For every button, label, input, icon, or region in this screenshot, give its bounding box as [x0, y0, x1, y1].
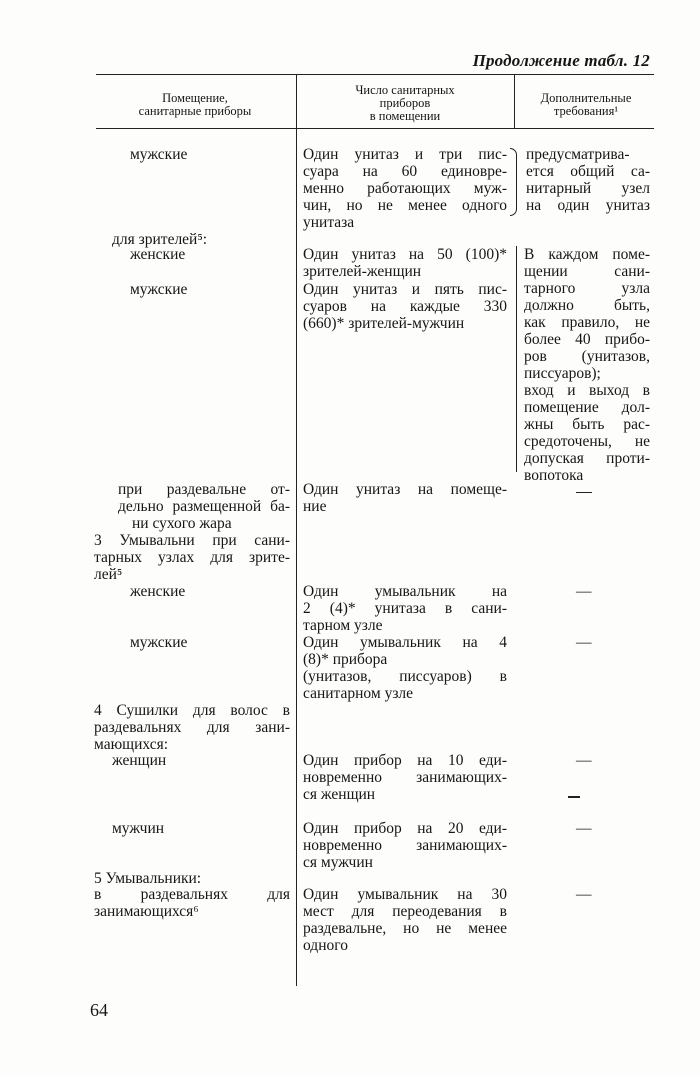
cell-line: занимающихся⁶ — [94, 903, 199, 920]
row2-heading: для зрителей⁵: — [112, 231, 208, 248]
cell-line: мающихся: — [94, 736, 169, 753]
column-divider-2-header — [514, 74, 515, 128]
cell-line: ся женщин — [303, 786, 376, 803]
cell-line: предусматрива- — [526, 146, 630, 163]
cell-line: ров (унитазов, — [524, 348, 650, 365]
row4-dash-men: — — [576, 634, 592, 651]
row1-count — [303, 146, 507, 231]
table-caption: Продолжение табл. 12 — [472, 51, 650, 70]
cell-line: санитарном узле — [303, 685, 414, 702]
cell-line: тарных узлах для зрите- — [94, 549, 290, 566]
cell-line: нитарный узел — [526, 180, 650, 197]
row6-room — [94, 886, 290, 920]
header-col3 — [518, 92, 654, 118]
cell-line: раздевальне, но не менее — [303, 920, 507, 937]
cell-line: помещение дол- — [524, 399, 650, 416]
cell-line: мест для переодевания в — [303, 903, 507, 920]
header-col2 — [300, 84, 510, 123]
header-col3-line: требования¹ — [553, 104, 619, 118]
row5-heading — [94, 702, 290, 753]
cell-line: новременно занимающих- — [303, 769, 507, 786]
row2-room-men — [130, 281, 187, 298]
cell-line: унитаза — [303, 214, 355, 231]
cell-line: ни сухого жара — [132, 515, 232, 532]
cell-line: 4 Сушилки для волос в — [94, 702, 290, 719]
cell-line: при раздевальне от- — [118, 481, 290, 498]
header-col3-line: Дополнительные — [540, 91, 632, 105]
cell-line: в раздевальнях для — [94, 886, 290, 903]
header-bottom-rule — [96, 128, 654, 129]
row6-count — [303, 886, 507, 954]
row4-count-men — [303, 634, 507, 702]
header-col2-line: в помещении — [369, 109, 441, 123]
cell-line: раздевальнях для зани- — [94, 719, 290, 736]
header-col2-line: Число санитарных — [355, 83, 455, 97]
row2-count-women — [303, 246, 507, 280]
cell-line: Один унитаз и три пис- — [303, 146, 507, 163]
row2-requirements — [524, 246, 650, 484]
row4-count-women — [303, 583, 507, 634]
page-number: 64 — [90, 1000, 108, 1020]
cell-line: В каждом поме- — [524, 246, 650, 263]
cell-line: ется общий са- — [526, 163, 650, 180]
row4-heading — [94, 532, 290, 583]
cell-line: женские — [130, 583, 186, 600]
cell-line: жны быть рас- — [524, 416, 650, 433]
cell-line: мужчин — [112, 820, 165, 837]
cell-line: суаров на каждые 330 — [303, 298, 507, 315]
cell-line: щении сани- — [524, 263, 650, 280]
row5-count-men — [303, 820, 507, 871]
row6-heading: 5 Умывальники: — [94, 870, 202, 887]
header-col1-line: санитарные приборы — [138, 104, 252, 118]
column-divider-1 — [296, 74, 297, 986]
row1-requirements — [526, 146, 650, 214]
cell-line: женские — [130, 246, 186, 263]
cell-line: (8)* прибора — [303, 651, 388, 668]
cell-line: Один прибор на 20 еди- — [303, 820, 507, 837]
row6-dash: — — [576, 886, 592, 903]
cell-line: Один умывальник на — [303, 583, 507, 600]
cell-line: средоточены, не — [524, 433, 650, 450]
cell-line: одного — [303, 937, 348, 954]
cell-line: вход и выход в — [524, 382, 650, 399]
cell-line: 2 (4)* унитаза в сани- — [303, 600, 507, 617]
cell-line: должно быть, — [524, 297, 650, 314]
header-col1 — [100, 92, 290, 118]
row1-brace — [510, 148, 517, 216]
row4-dash-women: — — [576, 583, 592, 600]
cell-line: мужские — [130, 146, 188, 163]
cell-line: вопотока — [524, 467, 584, 484]
header-col2-line: приборов — [379, 96, 431, 110]
cell-line: допуская проти- — [524, 450, 650, 467]
row3-dash — [576, 492, 592, 493]
row5-room-men — [112, 820, 164, 837]
table-top-rule — [96, 74, 654, 75]
cell-line: более 40 прибо- — [524, 331, 650, 348]
cell-line: менно работающих муж- — [303, 180, 507, 197]
cell-line: как правило, не — [524, 314, 650, 331]
cell-line: женщин — [112, 752, 167, 769]
cell-line: новременно занимающих- — [303, 837, 507, 854]
header-col1-line: Помещение, — [162, 91, 228, 105]
cell-line: ся мужчин — [303, 854, 373, 871]
cell-line: Один умывальник на 30 — [303, 886, 507, 903]
row2-room-women — [130, 246, 185, 263]
row5-room-women — [112, 752, 166, 769]
row5-count-women — [303, 752, 507, 803]
row3-count — [303, 481, 507, 515]
cell-line: писсуаров); — [524, 365, 601, 382]
cell-line: зрителей-женщин — [303, 263, 422, 280]
cell-line: на один унитаз — [526, 197, 650, 214]
row4-room-women — [130, 583, 185, 600]
row5-dash-women: — — [576, 752, 592, 769]
cell-line: суара на 60 единовре- — [303, 163, 507, 180]
row1-room — [130, 146, 187, 163]
cell-line: (660)* зрителей-мужчин — [303, 315, 465, 332]
cell-line: Один унитаз на помеще- — [303, 481, 507, 498]
cell-line: тарного узла — [524, 280, 650, 297]
cell-line: (унитазов, писсуаров) в — [303, 668, 507, 685]
row2-bracket-line — [516, 246, 517, 472]
cell-line: лей⁵ — [94, 566, 123, 583]
cell-line: ние — [303, 498, 327, 515]
cell-line: Один умывальник на 4 — [303, 634, 507, 651]
cell-line: тарном узле — [303, 617, 383, 634]
row3-room — [118, 481, 290, 532]
row5-dash-men: — — [576, 820, 592, 837]
cell-line: мужские — [130, 281, 188, 298]
cell-line: 3 Умывальни при сани- — [94, 532, 290, 549]
cell-line: Один унитаз и пять пис- — [303, 281, 507, 298]
cell-line: мужские — [130, 634, 188, 651]
cell-line: чин, но не менее одного — [303, 197, 507, 214]
cell-line: Один прибор на 10 еди- — [303, 752, 507, 769]
cell-line: Один унитаз на 50 (100)* — [303, 246, 507, 263]
ink-speck-mark — [568, 796, 580, 798]
row2-count-men — [303, 281, 507, 332]
row4-room-men — [130, 634, 187, 651]
cell-line: дельно размещенной ба- — [118, 498, 290, 515]
